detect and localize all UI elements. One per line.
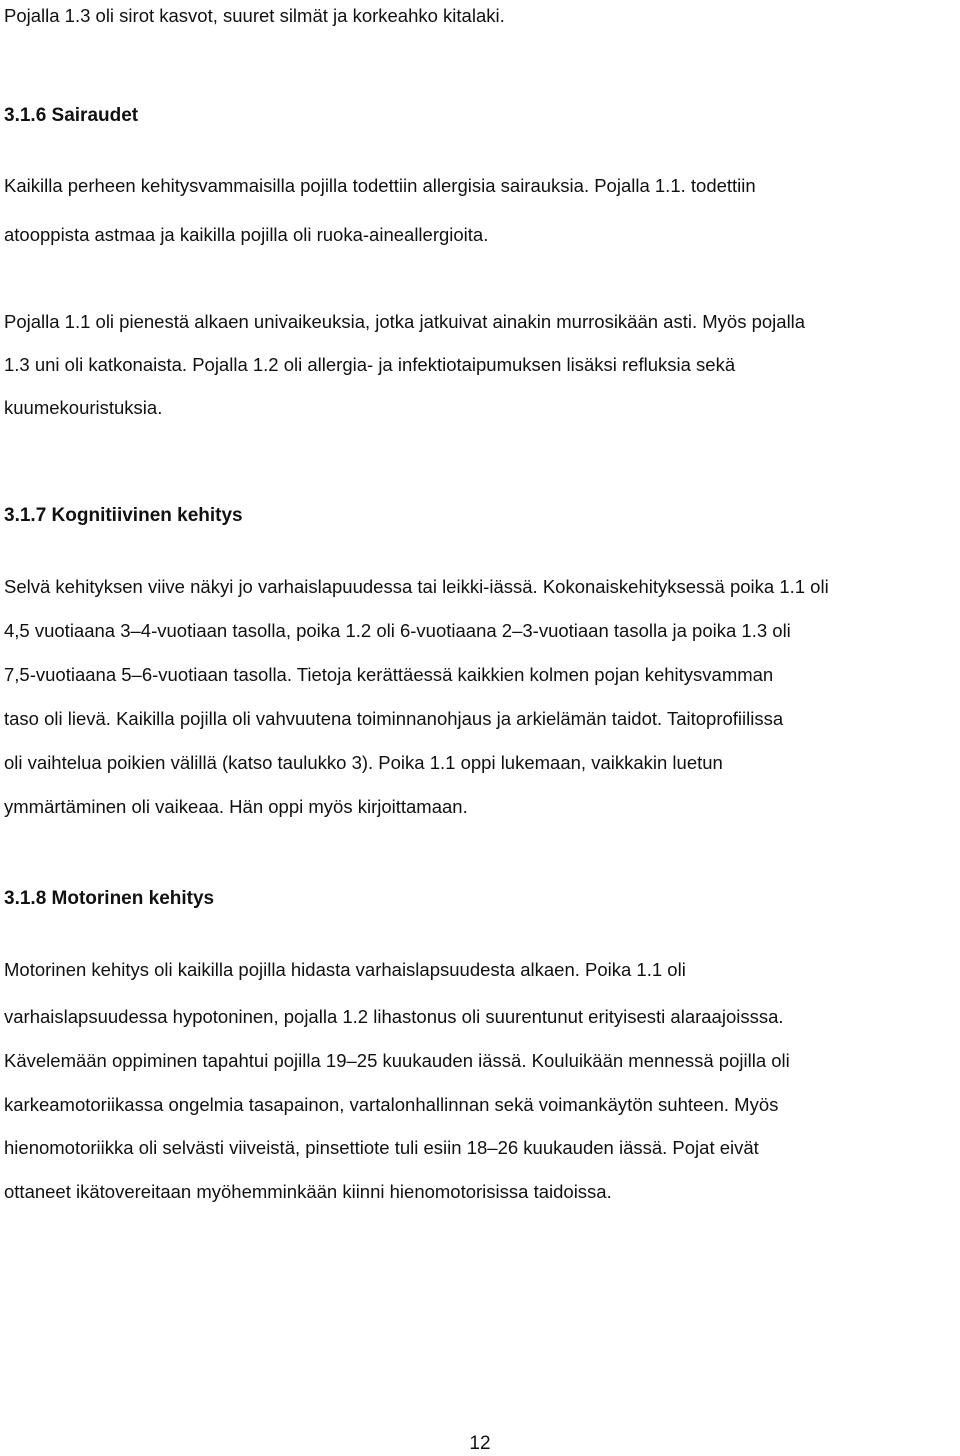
paragraph-line: varhaislapsuudessa hypotoninen, pojalla 1.2 lihastonus oli suurentunut erityisesti alaraajoisssa. [4, 1006, 784, 1027]
paragraph-line: 4,5 vuotiaana 3–4-vuotiaan tasolla, poika 1.2 oli 6-vuotiaana 2–3-vuotiaan tasolla ja poika 1.3 oli [4, 620, 791, 641]
paragraph-line: Pojalla 1.1 oli pienestä alkaen univaikeuksia, jotka jatkuivat ainakin murrosikään asti. Myös pojalla [4, 311, 806, 332]
paragraph-line: taso oli lievä. Kaikilla pojilla oli vahvuutena toiminnanohjaus ja arkielämän taidot. Taitoprofiilissa [4, 708, 784, 729]
section-heading-kognitiivinen: 3.1.7 Kognitiivinen kehitys [4, 505, 243, 526]
section-heading-motorinen: 3.1.8 Motorinen kehitys [4, 888, 215, 909]
paragraph-line: atooppista astmaa ja kaikilla pojilla oli ruoka-aineallergioita. [4, 224, 489, 245]
paragraph-line: Motorinen kehitys oli kaikilla pojilla hidasta varhaislapsuudesta alkaen. Poika 1.1 oli [4, 959, 686, 980]
paragraph-line: ottaneet ikätovereitaan myöhemminkään kiinni hienomotorisissa taidoissa. [4, 1181, 612, 1202]
paragraph-line: Kävelemään oppiminen tapahtui pojilla 19–25 kuukauden iässä. Kouluikään mennessä pojilla oli [4, 1050, 790, 1071]
section-heading-sairaudet: 3.1.6 Sairaudet [4, 105, 139, 126]
paragraph-line: 7,5-vuotiaana 5–6-vuotiaan tasolla. Tietoja kerättäessä kaikkien kolmen pojan kehitysvamman [4, 664, 774, 685]
paragraph-line: 1.3 uni oli katkonaista. Pojalla 1.2 oli allergia- ja infektiotaipumuksen lisäksi refluksia sekä [4, 354, 736, 375]
paragraph-line: oli vaihtelua poikien välillä (katso taulukko 3). Poika 1.1 oppi lukemaan, vaikkakin luetun [4, 752, 723, 773]
paragraph-line: kuumekouristuksia. [4, 397, 163, 418]
paragraph-line: Kaikilla perheen kehitysvammaisilla pojilla todettiin allergisia sairauksia. Pojalla 1.1. todettiin [4, 175, 756, 196]
intro-line: Pojalla 1.3 oli sirot kasvot, suuret silmät ja korkeahko kitalaki. [4, 5, 505, 26]
paragraph-line: karkeamotoriikassa ongelmia tasapainon, vartalonhallinnan sekä voimankäytön suhteen. Myös [4, 1094, 779, 1115]
paragraph-line: hienomotoriikka oli selvästi viiveistä, pinsettiote tuli esiin 18–26 kuukauden iässä. Pojat eivät [4, 1137, 759, 1158]
paragraph-line: Selvä kehityksen viive näkyi jo varhaislapuudessa tai leikki-iässä. Kokonaiskehityksessä poika 1.1 oli [4, 576, 829, 597]
page-number: 12 [469, 1433, 491, 1454]
paragraph-line: ymmärtäminen oli vaikeaa. Hän oppi myös kirjoittamaan. [4, 796, 468, 817]
